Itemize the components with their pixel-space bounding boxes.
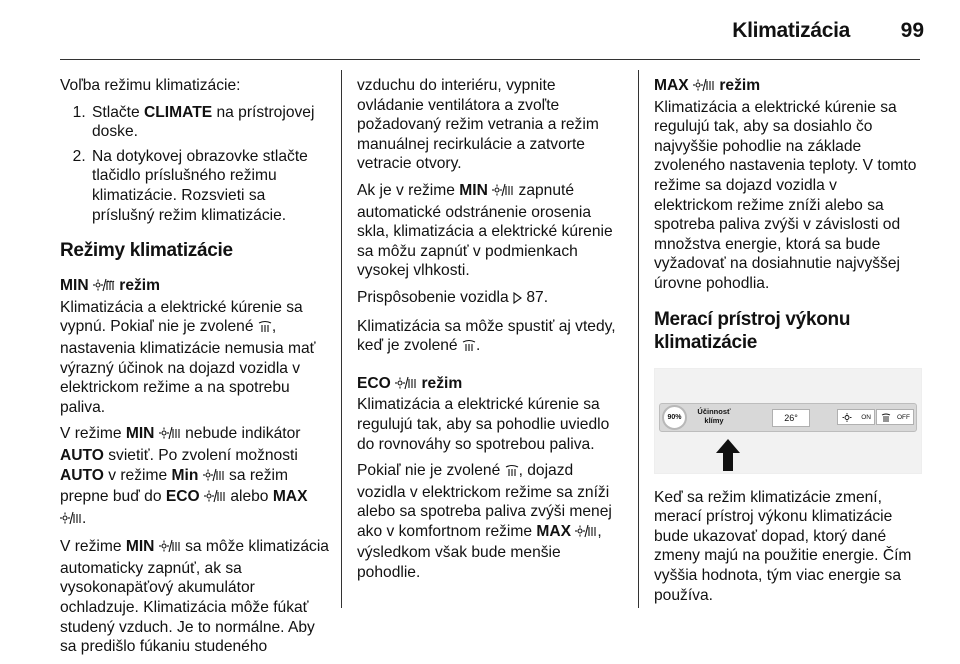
step-item: 2. Na dotykovej obrazovke stlačte tlačidlo príslušného režimu klimatizácie. Rozsvieti sa príslušný režim klimatizácie. <box>90 147 332 225</box>
max-mode-title: MAX režim <box>654 76 920 98</box>
body-paragraph: Keď sa režim klimatizácie zmení, merací prístroj výkonu klimatizácie bude ukazovať dopad, ktorý dané zmeny majú na použitie energie. Čím vyššia hodnota, tým viac energie sa používa. <box>654 488 912 604</box>
column-1 <box>60 76 332 664</box>
display-bar <box>659 403 917 432</box>
intro-text: Voľba režimu klimatizácie: <box>60 77 241 94</box>
min-paragraph: V režime MIN sa môže klimatizácia automaticky zapnúť, ak sa vysokonapäťový akumulátor ochladzuje. Klimatizácia môže fúkať studený vzduch. Je to normálne. Aby sa predišlo fúkaniu studeného <box>60 538 329 656</box>
header-rule <box>60 59 920 60</box>
rear-defrost-icon <box>881 413 891 429</box>
sun-snowflake-icon <box>395 376 417 396</box>
sun-snowflake-icon <box>575 524 597 544</box>
sun-snowflake-icon <box>693 78 715 98</box>
eco-mode-title: ECO režim <box>357 374 625 396</box>
sun-snowflake-icon <box>842 413 852 429</box>
up-arrow-icon <box>715 439 741 477</box>
max-paragraph: Klimatizácia a elektrické kúrenie sa regulujú tak, aby sa dosiahlo čo najvyššie pohodlie na základe zvoleného nastavenia teploty. V tomto režime sa dojazd vozidla v elektrickom režime zníži alebo sa spotreba paliva zvýši v závislosti od množstva energie, ktorá sa bude vyžadovať na dosiahnutie najvyššej úrovne pohodlia. <box>654 98 917 292</box>
body-paragraph: Klimatizácia sa môže spustiť aj vtedy, keď je zvolené . <box>357 317 625 358</box>
section-heading: Režimy klimatizácie <box>60 240 233 262</box>
min-mode-title: MIN režim <box>60 276 332 298</box>
sun-snowflake-icon <box>203 468 225 488</box>
column-3 <box>654 76 920 612</box>
column-divider <box>341 70 342 608</box>
page-header-title: Klimatizácia <box>732 19 850 42</box>
temperature-display: 26° <box>772 409 810 427</box>
sun-snowflake-icon <box>60 511 82 531</box>
sun-snowflake-icon <box>204 489 226 509</box>
column-divider <box>638 70 639 608</box>
sun-snowflake-icon <box>93 278 115 298</box>
eco-paragraph: Klimatizácia a elektrické kúrenie sa regulujú tak, aby sa pohodlie uviedlo do rovnováhy so spotrebou paliva. <box>357 396 610 453</box>
efficiency-gauge: 90% <box>662 405 687 430</box>
sun-snowflake-icon <box>492 183 514 203</box>
rear-defrost-icon <box>505 463 519 483</box>
eco-paragraph: Pokiaľ nie je zvolené , dojazd vozidla v elektrickom režime sa zníži alebo sa spotreba paliva zvýši menej ako v komfortnom režime MAX , výsledkom však bude menšie pohodlie. <box>357 462 612 582</box>
rear-defrost-icon <box>462 338 476 358</box>
defrost-off-button: OFF <box>876 409 914 425</box>
body-paragraph: vzduchu do interiéru, vypnite ovládanie ventilátora a zvoľte požadovaný režim vetrania a režim manuálnej recirkulácie a zatvorte vetracie otvory. <box>357 77 599 173</box>
min-paragraph: Klimatizácia a elektrické kúrenie sa vypnú. Pokiaľ nie je zvolené , nastavenia klimatizácie nemusia mať výrazný účinok na dojazd vozidla v elektrickom režime a na spotrebu paliva. <box>60 298 316 416</box>
climate-efficiency-display <box>654 368 922 474</box>
page-number: 99 <box>900 19 924 42</box>
efficiency-label: Účinnosť klímy <box>697 406 731 425</box>
column-2 <box>357 76 625 590</box>
rear-defrost-icon <box>258 319 272 339</box>
step-item: 1. Stlačte CLIMATE na prístrojovej doske. <box>90 103 332 142</box>
climate-button-name: CLIMATE <box>144 103 213 121</box>
sun-snowflake-icon <box>159 539 181 559</box>
body-paragraph: Prispôsobenie vozidla 87. <box>357 288 625 310</box>
page-reference-arrow-icon <box>513 290 522 310</box>
min-paragraph: V režime MIN nebude indikátor AUTO svietiť. Po zvolení možnosti AUTO v režime Min sa režim prepne buď do ECO alebo MAX . <box>60 424 332 530</box>
body-paragraph: Ak je v režime MIN zapnuté automatické odstránenie orosenia skla, klimatizácia a elektrické kúrenie sa môžu zapnúť v podmienkach vysokej vlhkosti. <box>357 181 613 280</box>
sun-snowflake-icon <box>159 426 181 446</box>
steps-list <box>60 103 332 226</box>
ac-on-button: ON <box>837 409 875 425</box>
section-heading: Merací prístroj výkonu klimatizácie <box>654 308 851 353</box>
